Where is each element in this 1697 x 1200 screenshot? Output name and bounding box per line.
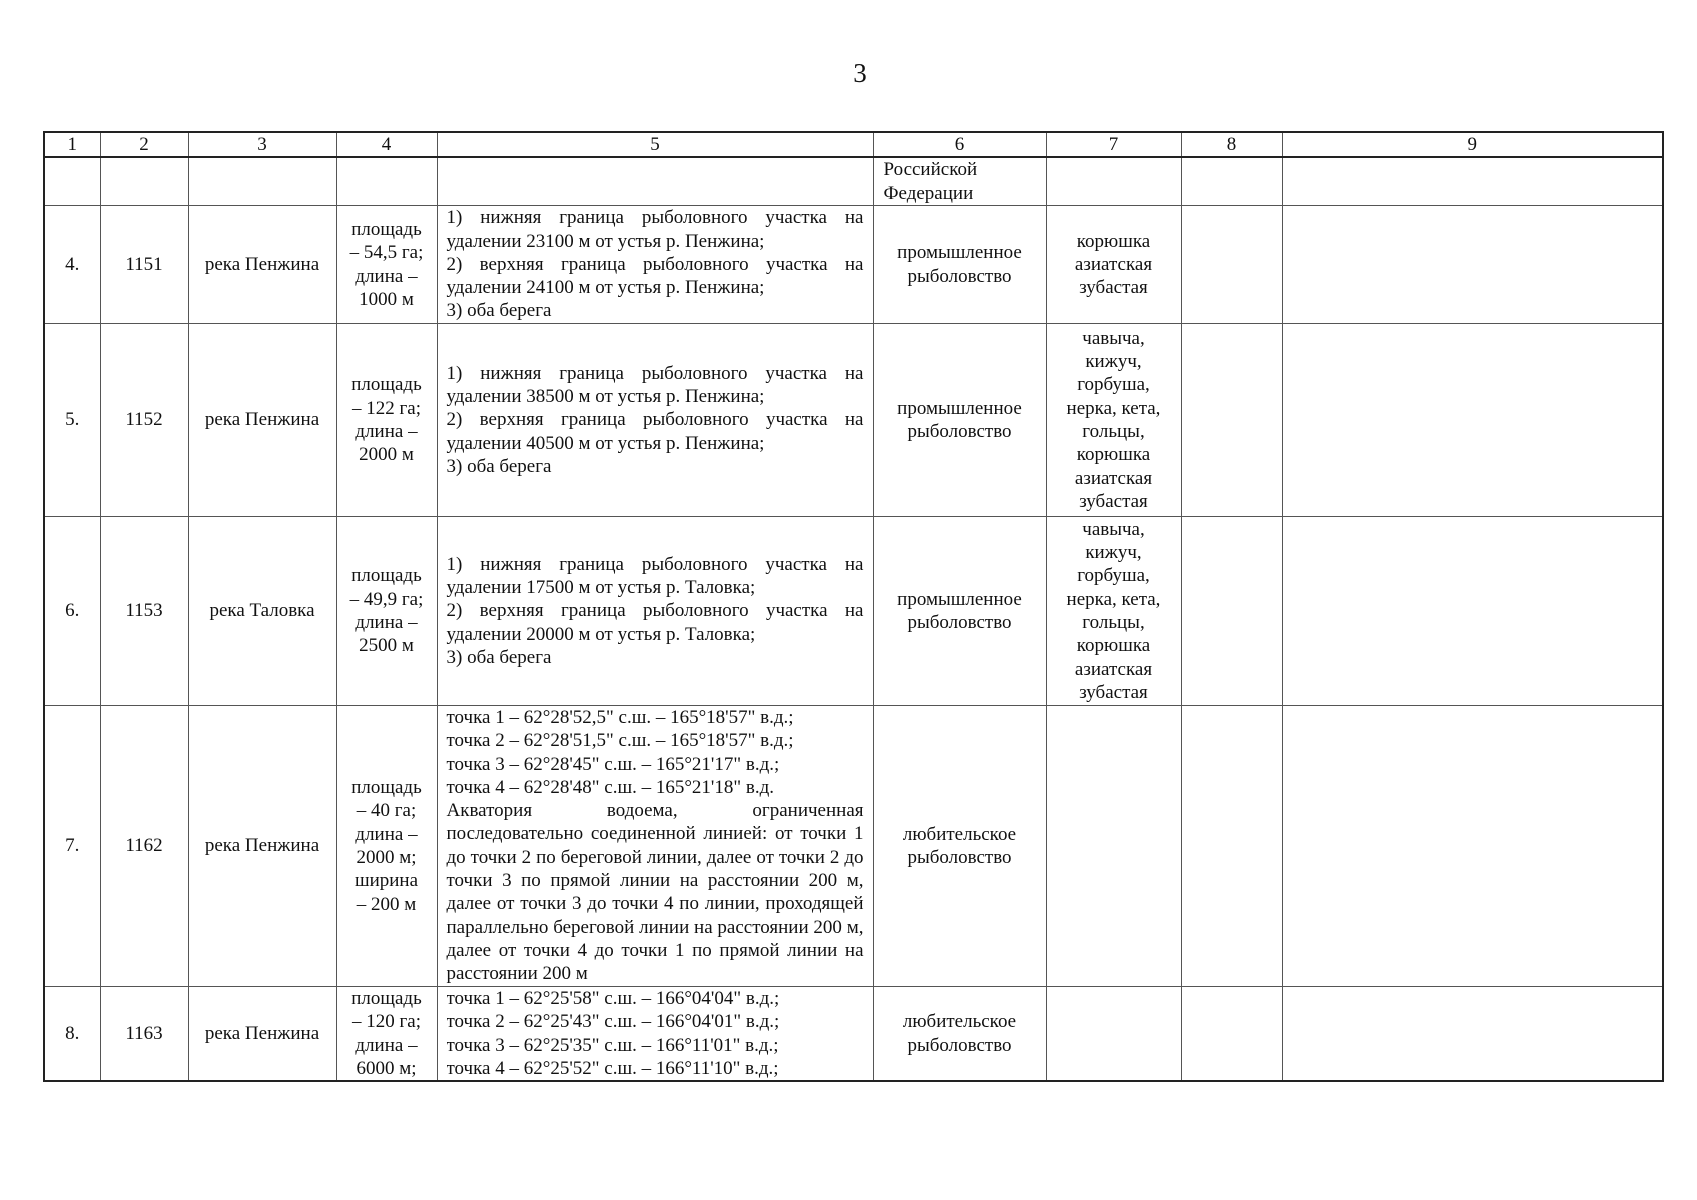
size-line: 2000 м xyxy=(359,444,414,466)
code-cell: 1151 xyxy=(100,206,188,324)
size-line: – 40 га; xyxy=(356,800,417,822)
size-cell xyxy=(336,157,437,206)
size-line: 2000 м; xyxy=(356,847,417,868)
species-line: азиатская xyxy=(1074,253,1153,275)
row-number-cell: 6. xyxy=(44,517,100,706)
column-8-cell xyxy=(1181,206,1282,324)
purpose-line: промышленное xyxy=(897,242,1022,264)
water-body-cell: река Пенжина xyxy=(188,206,336,324)
column-header: 3 xyxy=(188,132,336,157)
description-line: точка 4 – 62°28'48" с.ш. – 165°21'18" в.д. xyxy=(446,776,774,798)
table-row xyxy=(44,206,1663,324)
purpose-cell xyxy=(873,706,1046,987)
species-line: чавыча, xyxy=(1082,518,1145,540)
column-header: 9 xyxy=(1282,132,1663,157)
species-line: гольцы, xyxy=(1082,612,1145,633)
purpose-cell xyxy=(873,157,1046,206)
species-cell xyxy=(1046,987,1181,1082)
species-cell xyxy=(1046,706,1181,987)
column-header: 7 xyxy=(1046,132,1181,157)
description-line: 3) оба берега xyxy=(446,455,552,477)
boundary-description-cell xyxy=(437,517,873,706)
species-line: зубастая xyxy=(1079,277,1148,299)
table-row xyxy=(44,987,1663,1082)
purpose-line: Федерации xyxy=(883,182,974,204)
size-line: длина – xyxy=(355,823,418,845)
size-line: длина – xyxy=(355,612,418,633)
description-line: точка 4 – 62°25'52" с.ш. – 166°11'10" в.д.; xyxy=(446,1057,779,1079)
column-8-cell xyxy=(1181,517,1282,706)
description-line: 3) оба берега xyxy=(446,300,552,322)
row-number-cell: 4. xyxy=(44,206,100,324)
purpose-cell xyxy=(873,987,1046,1082)
description-line: точка 3 – 62°28'45" с.ш. – 165°21'17" в.д.; xyxy=(446,753,780,775)
water-body-cell xyxy=(188,157,336,206)
size-cell xyxy=(336,706,437,987)
table-row xyxy=(44,517,1663,706)
species-line: нерка, кета, xyxy=(1066,397,1161,419)
water-body-cell: река Пенжина xyxy=(188,987,336,1082)
water-body-cell: река Пенжина xyxy=(188,706,336,987)
boundary-description-cell xyxy=(437,706,873,987)
species-line: азиатская xyxy=(1074,658,1153,680)
description-line: точка 2 – 62°25'43" с.ш. – 166°04'01" в.д.; xyxy=(446,1011,780,1033)
species-line: горбуша, xyxy=(1077,565,1150,587)
table-row xyxy=(44,157,1663,206)
size-line: – 120 га; xyxy=(351,1011,421,1033)
purpose-line: любительское xyxy=(902,1011,1017,1033)
species-cell xyxy=(1046,324,1181,517)
description-line: 3) оба берега xyxy=(446,646,552,668)
description-line: 1) нижняя граница рыболовного участка на удалении 23100 м от устья р. Пенжина; xyxy=(446,207,864,252)
size-line: длина – xyxy=(355,265,418,287)
species-cell xyxy=(1046,206,1181,324)
size-line: – 200 м xyxy=(356,893,417,915)
boundary-description-cell xyxy=(437,324,873,517)
size-cell xyxy=(336,987,437,1082)
table-row xyxy=(44,324,1663,517)
code-cell xyxy=(100,157,188,206)
species-line: азиатская xyxy=(1074,467,1153,489)
column-9-cell xyxy=(1282,517,1663,706)
size-cell xyxy=(336,324,437,517)
description-line: точка 1 – 62°25'58" с.ш. – 166°04'04" в.д.; xyxy=(446,988,780,1009)
size-line: – 54,5 га; xyxy=(349,242,424,264)
purpose-line: рыболовство xyxy=(907,1034,1012,1056)
species-line: гольцы, xyxy=(1082,421,1145,442)
size-clip xyxy=(337,987,437,1080)
description-line: 2) верхняя граница рыболовного участка на удалении 20000 м от устья р. Таловка; xyxy=(446,600,864,645)
species-line: корюшка xyxy=(1076,635,1151,657)
row-number-cell xyxy=(44,157,100,206)
description-line: 1) нижняя граница рыболовного участка на удалении 38500 м от устья р. Пенжина; xyxy=(446,362,864,408)
page-number: 3 xyxy=(853,58,867,88)
column-9-cell xyxy=(1282,324,1663,517)
purpose-line: любительское xyxy=(902,823,1017,845)
size-line: 6000 м; xyxy=(356,1057,417,1079)
species-line: горбуша, xyxy=(1077,374,1150,396)
code-cell: 1163 xyxy=(100,987,188,1082)
size-line: – 49,9 га; xyxy=(349,588,424,610)
species-line: зубастая xyxy=(1079,490,1148,512)
description-line: 2) верхняя граница рыболовного участка на удалении 40500 м от устья р. Пенжина; xyxy=(446,409,864,454)
column-header: 4 xyxy=(336,132,437,157)
size-line: длина – xyxy=(355,421,418,442)
size-cell xyxy=(336,206,437,324)
species-line: зубастая xyxy=(1079,681,1148,703)
code-cell: 1153 xyxy=(100,517,188,706)
species-line: кижуч, xyxy=(1085,542,1142,564)
column-8-cell xyxy=(1181,987,1282,1082)
column-header: 6 xyxy=(873,132,1046,157)
column-header: 2 xyxy=(100,132,188,157)
row-number-cell: 7. xyxy=(44,706,100,987)
size-line: площадь xyxy=(351,218,422,240)
size-line: площадь xyxy=(351,565,422,587)
purpose-line: рыболовство xyxy=(907,421,1012,442)
fishing-areas-table xyxy=(43,131,1664,1082)
column-number-row xyxy=(44,132,1663,157)
size-line: площадь xyxy=(351,777,422,799)
code-cell: 1162 xyxy=(100,706,188,987)
column-9-cell xyxy=(1282,157,1663,206)
species-cell xyxy=(1046,517,1181,706)
purpose-line: промышленное xyxy=(897,588,1022,610)
size-line: длина – xyxy=(355,1034,418,1056)
column-8-cell xyxy=(1181,157,1282,206)
purpose-line: рыболовство xyxy=(907,265,1012,287)
purpose-line: рыболовство xyxy=(907,612,1012,633)
column-8-cell xyxy=(1181,706,1282,987)
description-line: точка 1 – 62°28'52,5" с.ш. – 165°18'57" в.д.; xyxy=(446,707,794,728)
row-number-cell: 5. xyxy=(44,324,100,517)
column-8-cell xyxy=(1181,324,1282,517)
description-line: точка 2 – 62°28'51,5" с.ш. – 165°18'57" в.д.; xyxy=(446,730,794,752)
purpose-cell xyxy=(873,517,1046,706)
boundary-description-cell xyxy=(437,987,873,1082)
description-line: Акватория водоема, ограниченная последовательно соединенной линией: от точки 1 до точки 2 по береговой линии, далее от точки 2 до точки 3 по прямой линии на расстоянии 200 м, далее от точки 3 до точки 4 по линии, проходящей параллельно береговой линии на расстоянии 200 м, далее от точки 4 до точки 1 по прямой линии на расстоянии 200 м xyxy=(446,800,864,985)
description-clip xyxy=(447,987,864,1080)
description-line: 1) нижняя граница рыболовного участка на удалении 17500 м от устья р. Таловка; xyxy=(446,553,864,599)
size-line: площадь xyxy=(351,988,422,1009)
size-cell xyxy=(336,517,437,706)
column-9-cell xyxy=(1282,706,1663,987)
boundary-description-cell xyxy=(437,206,873,324)
size-line: ширина xyxy=(354,870,419,892)
purpose-line: промышленное xyxy=(897,397,1022,419)
purpose-cell xyxy=(873,206,1046,324)
water-body-cell: река Таловка xyxy=(188,517,336,706)
table-row xyxy=(44,706,1663,987)
code-cell: 1152 xyxy=(100,324,188,517)
description-line: 2) верхняя граница рыболовного участка на удалении 24100 м от устья р. Пенжина; xyxy=(446,253,864,299)
column-9-cell xyxy=(1282,987,1663,1082)
description-line: точка 3 – 62°25'35" с.ш. – 166°11'01" в.д.; xyxy=(446,1034,779,1056)
size-line: площадь xyxy=(351,374,422,396)
size-line: 2500 м xyxy=(359,635,414,657)
water-body-cell: река Пенжина xyxy=(188,324,336,517)
species-line: корюшка xyxy=(1076,230,1151,252)
boundary-description-cell xyxy=(437,157,873,206)
purpose-line: Российской xyxy=(883,159,978,181)
species-line: корюшка xyxy=(1076,444,1151,466)
species-line: кижуч, xyxy=(1085,351,1142,373)
species-line: нерка, кета, xyxy=(1066,588,1161,610)
column-header: 8 xyxy=(1181,132,1282,157)
size-line: – 122 га; xyxy=(351,397,421,419)
purpose-cell xyxy=(873,324,1046,517)
species-line: чавыча, xyxy=(1082,327,1145,349)
column-header: 5 xyxy=(437,132,873,157)
column-header: 1 xyxy=(44,132,100,157)
size-line: 1000 м xyxy=(359,288,414,310)
column-9-cell xyxy=(1282,206,1663,324)
row-number-cell: 8. xyxy=(44,987,100,1082)
purpose-line: рыболовство xyxy=(907,847,1012,868)
species-cell xyxy=(1046,157,1181,206)
